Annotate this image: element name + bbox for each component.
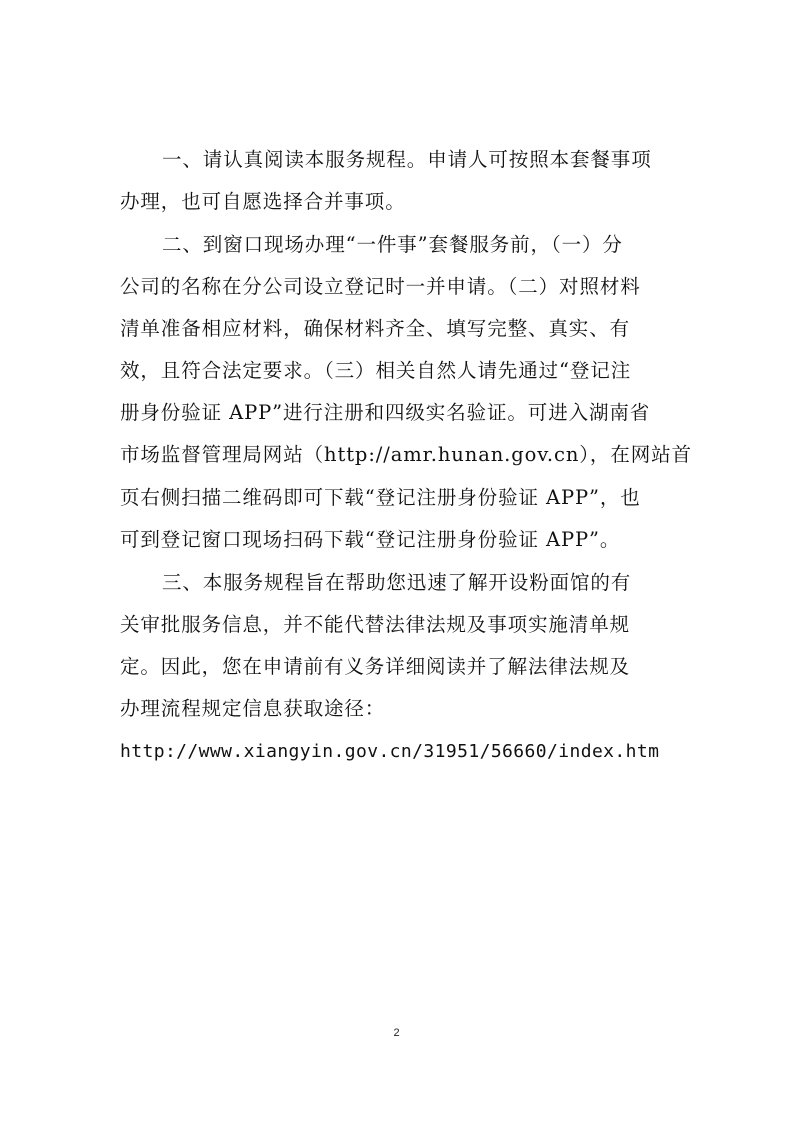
paragraph-2-line-7: 页右侧扫描二维码即可下载“登记注册身份验证 APP”，也 bbox=[120, 486, 641, 509]
paragraph-2-line-8: 可到登记窗口现场扫码下载“登记注册身份验证 APP”。 bbox=[120, 528, 621, 551]
paragraph-1-line-1: 一、请认真阅读本服务规程。申请人可按照本套餐事项 bbox=[162, 148, 652, 171]
paragraph-3-line-3: 定。因此，您在申请前有义务详细阅读并了解法律法规及 bbox=[120, 655, 631, 678]
paragraph-1-line-2: 办理，也可自愿选择合并事项。 bbox=[120, 190, 406, 213]
paragraph-3-line-1: 三、本服务规程旨在帮助您迅速了解开设粉面馆的有 bbox=[162, 571, 632, 594]
paragraph-2-line-6: 市场监督管理局网站（http://amr.hunan.gov.cn），在网站首 bbox=[120, 443, 692, 466]
paragraph-2-line-5: 册身份验证 APP”进行注册和四级实名验证。可进入湖南省 bbox=[120, 401, 651, 424]
paragraph-2-line-4: 效，且符合法定要求。（三）相关自然人请先通过“登记注 bbox=[120, 359, 632, 382]
paragraph-2-line-3: 清单准备相应材料，确保材料齐全、填写完整、真实、有 bbox=[120, 317, 631, 340]
paragraph-3-line-4: 办理流程规定信息获取途径： bbox=[120, 697, 386, 720]
paragraph-3-line-2: 关审批服务信息，并不能代替法律法规及事项实施清单规 bbox=[120, 613, 631, 636]
page-number: 2 bbox=[393, 1027, 400, 1039]
paragraph-2-line-2: 公司的名称在分公司设立登记时一并申请。（二）对照材料 bbox=[120, 275, 641, 298]
paragraph-2-line-1: 二、到窗口现场办理“一件事”套餐服务前，（一）分 bbox=[162, 233, 623, 256]
info-url-link[interactable]: http://www.xiangyin.gov.cn/31951/56660/index.htm bbox=[120, 741, 660, 762]
